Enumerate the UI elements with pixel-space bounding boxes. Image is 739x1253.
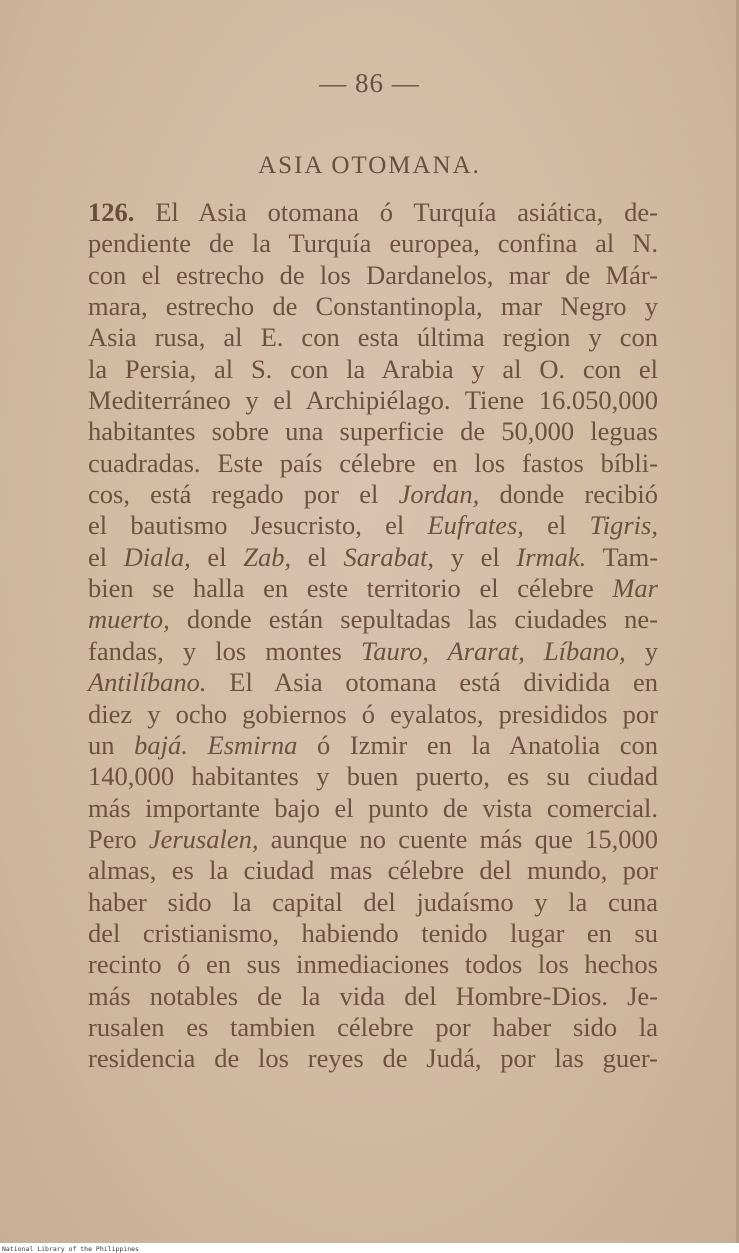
text-segment: donde recibió — [479, 479, 659, 510]
italic-term: Jerusalen, — [148, 823, 259, 854]
text-segment: residencia de los reyes de Judá, por las guer- — [88, 1043, 658, 1074]
paragraph-number: 126. — [88, 197, 135, 227]
text-segment: cuadradas. Este país célebre en los fastos bíbli- — [88, 447, 658, 478]
page-number: — 86 — — [319, 68, 420, 98]
text-segment: el — [190, 541, 244, 572]
italic-term: Mar — [612, 573, 658, 604]
paragraph-126 — [88, 197, 658, 1075]
text-segment: Mediterráneo y el Archipiélago. Tiene 16.050,000 — [88, 385, 658, 416]
text-segment: Tam- — [586, 541, 659, 572]
text-segment: aunque no cuente más que 15,000 — [258, 823, 658, 854]
text-segment: más importante bajo el punto de vista comercial. — [88, 792, 658, 823]
text-segment: un — [88, 729, 135, 760]
text-segment: 140,000 habitantes y buen puerto, es su ciudad — [88, 761, 658, 792]
text-segment: cos, está regado por el — [88, 479, 399, 510]
text-segment: bien se halla en este territorio el célebre — [88, 573, 613, 604]
text-line — [88, 448, 658, 479]
italic-term: Zab, — [243, 541, 292, 572]
section-title: ASIA OTOMANA. — [258, 152, 481, 179]
text-line — [88, 354, 658, 385]
text-segment: del cristianismo, habiendo tenido lugar en su — [88, 917, 658, 948]
text-line — [88, 699, 658, 730]
text-line — [88, 949, 658, 980]
text-line — [88, 228, 658, 259]
text-segment: El Asia otomana ó Turquía asiática, de- — [155, 197, 658, 227]
text-line — [88, 604, 658, 635]
italic-term: bajá. Esmirna — [134, 729, 298, 760]
text-segment: el — [88, 541, 124, 572]
text-line — [88, 291, 658, 322]
text-line — [88, 636, 658, 667]
text-segment: el bautismo Jesucristo, el — [88, 510, 428, 541]
text-segment: almas, es la ciudad mas célebre del mundo, por — [88, 855, 658, 886]
text-line — [88, 416, 658, 447]
italic-term: muerto, — [88, 604, 170, 635]
italic-term: Antilíbano. — [88, 667, 207, 698]
text-segment: habitantes sobre una superficie de 50,000 leguas — [88, 416, 658, 447]
text-segment: haber sido la capital del judaísmo y la cuna — [88, 886, 658, 917]
text-segment: donde están sepultadas las ciudades ne- — [169, 604, 658, 635]
text-segment: y el — [434, 541, 517, 572]
text-line — [88, 887, 658, 918]
text-line — [88, 197, 658, 228]
text-line — [88, 824, 658, 855]
text-segment: con el estrecho de los Dardanelos, mar de Már- — [88, 259, 658, 290]
text-line — [88, 981, 658, 1012]
text-segment: fandas, y los montes — [88, 635, 361, 666]
italic-term: Tigris, — [589, 510, 658, 541]
italic-term: Diala, — [123, 541, 191, 572]
text-segment: Asia rusa, al E. con esta última region y con — [88, 322, 658, 353]
italic-term: Irmak. — [516, 541, 587, 572]
text-line — [88, 761, 658, 792]
text-segment: más notables de la vida del Hombre-Dios. Je- — [88, 980, 658, 1011]
text-line — [88, 1012, 658, 1043]
text-segment: mara, estrecho de Constantinopla, mar Negro y — [88, 291, 658, 322]
text-line — [88, 918, 658, 949]
text-line — [88, 1043, 658, 1074]
text-segment: el — [523, 510, 590, 541]
text-line — [88, 573, 658, 604]
text-line — [88, 667, 658, 698]
text-line — [88, 510, 658, 541]
text-line — [88, 322, 658, 353]
text-segment: el — [291, 541, 344, 572]
text-line — [88, 385, 658, 416]
text-segment: pendiente de la Turquía europea, confina al N. — [88, 228, 658, 259]
text-line — [88, 542, 658, 573]
text-segment: El Asia otomana está dividida en — [206, 667, 658, 698]
text-segment: y — [625, 635, 659, 666]
text-line — [88, 855, 658, 886]
italic-term: Sarabat, — [343, 541, 435, 572]
italic-term: Tauro, Ararat, Líbano, — [360, 635, 626, 666]
text-line — [88, 730, 658, 761]
text-line — [88, 793, 658, 824]
italic-term: Eufrates, — [427, 510, 524, 541]
text-segment: rusalen es tambien célebre por haber sido la — [88, 1011, 658, 1042]
text-line — [88, 260, 658, 291]
text-segment: la Persia, al S. con la Arabia y al O. con el — [88, 353, 658, 384]
text-segment: diez y ocho gobiernos ó eyalatos, presididos por — [88, 698, 658, 729]
italic-term: Jordan, — [398, 479, 480, 510]
text-line — [88, 479, 658, 510]
text-segment: ó Izmir en la Anatolia con — [297, 729, 658, 760]
text-segment: Pero — [88, 823, 149, 854]
library-footer: National Library of the Philippines — [2, 1245, 139, 1253]
text-segment: recinto ó en sus inmediaciones todos los hechos — [88, 949, 658, 980]
